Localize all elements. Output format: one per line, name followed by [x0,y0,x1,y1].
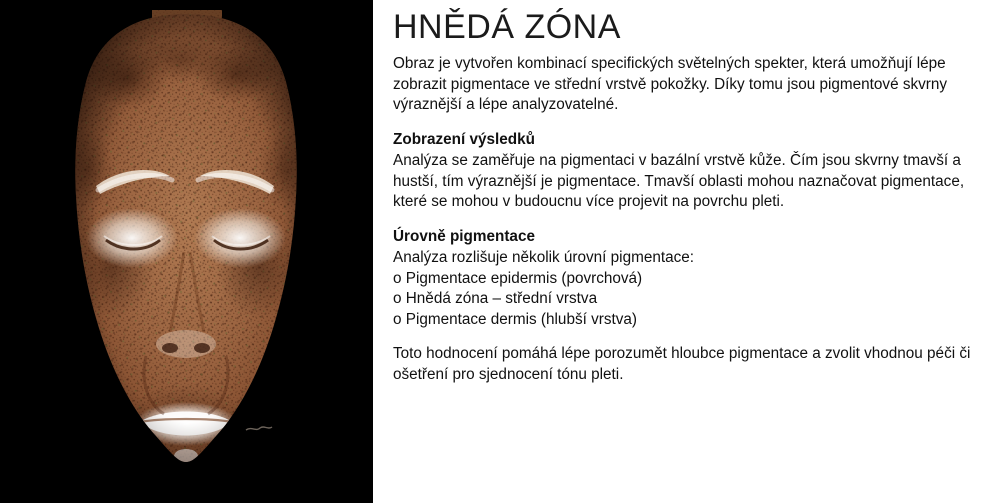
face-scan-panel [0,0,373,503]
text-panel [373,0,1000,503]
list-item: o Pigmentace epidermis (povrchová) [393,269,643,287]
page-title: HNĚDÁ ZÓNA [393,8,621,46]
intro-paragraph: Obraz je vytvořen kombinací specifických světelných spekter, která umožňují lépe zobrazit pigmentace ve střední vrstvě pokožky. Díky tomu jsou pigmentové skvrny výraznější a lépe analyzovatelné. [393,55,948,113]
section-heading-levels: Úrovně pigmentace [393,227,535,245]
closing-paragraph: Toto hodnocení pomáhá lépe porozumět hloubce pigmentace a zvolit vhodnou péči či ošetření pro sjednocení tónu pleti. [393,345,971,383]
list-item: o Hnědá zóna – střední vrstva [393,290,598,307]
face-scan-svg [0,0,373,503]
section-body-levels: Analýza rozlišuje několik úrovní pigmentace: [393,249,694,266]
list-item: o Pigmentace dermis (hlubší vrstva) [393,310,637,328]
section-heading-results: Zobrazení výsledků [393,130,535,148]
pigmentation-levels-list [393,269,982,331]
face-scan-image [0,0,373,503]
section-body-results: Analýza se zaměřuje na pigmentaci v bazální vrstvě kůže. Čím jsou skvrny tmavší a hustší, tím výraznější je pigmentace. Tmavší oblasti mohou naznačovat pigmentace, které se mohou v budoucnu více projevit na povrchu pleti. [393,152,965,210]
